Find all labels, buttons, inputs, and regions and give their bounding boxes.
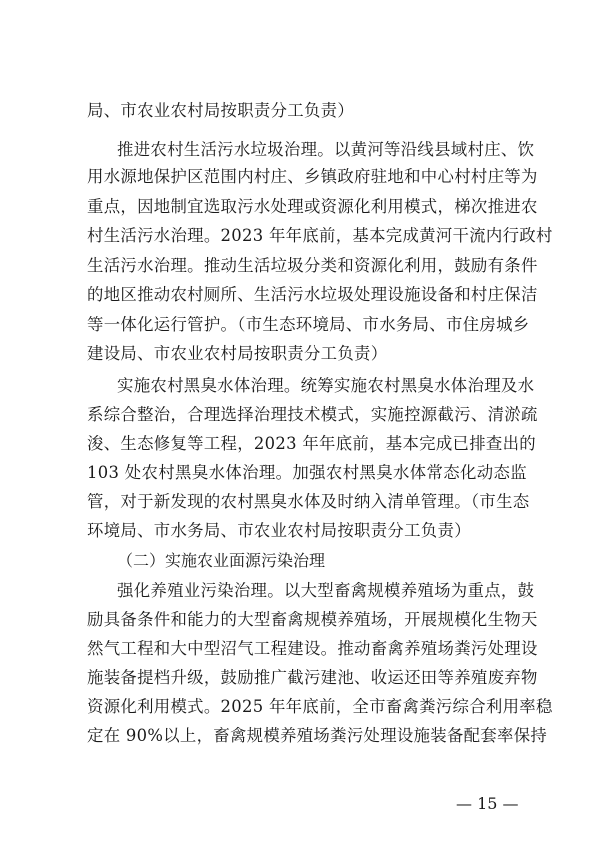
text-line-10: 实施农村黑臭水体治理。统筹实施农村黑臭水体治理及水 [117,376,535,395]
text-line-11: 系综合整治，合理选择治理技术模式，实施控源截污、清淤疏 [87,405,538,424]
section-heading: （二）实施农业面源污染治理 [117,551,326,570]
text-line-14: 管，对于新发现的农村黑臭水体及时纳入清单管理。（市生态 [87,492,530,511]
text-line-1: 局、市农业农村局按职责分工负责） [87,101,355,120]
text-line-15: 环境局、市水务局、市农业农村局按职责分工负责） [87,521,471,540]
text-line-6: 生活污水治理。推动生活垃圾分类和资源化利用，鼓励有条件 [87,256,538,275]
text-line-4: 重点，因地制宜选取污水处理或资源化利用模式，梯次推进农 [87,197,538,216]
text-line-2: 推进农村生活污水垃圾治理。以黄河等沿线县域村庄、饮 [117,140,535,159]
text-line-20: 资源化利用模式。2025 年年底前，全市畜禽粪污综合利用率稳 [87,697,553,716]
page-number: — 15 — [456,794,519,813]
text-line-19: 施装备提档升级，鼓励推广截污建池、收运还田等养殖废弃物 [87,668,538,687]
text-line-17: 励具备条件和能力的大型畜禽规模养殖场，开展规模化生物天 [87,610,538,629]
text-line-16: 强化养殖业污染治理。以大型畜禽规模养殖场为重点，鼓 [117,581,535,600]
text-line-9: 建设局、市农业农村局按职责分工负责） [87,344,388,363]
text-line-12: 浚、生态修复等工程，2023 年年底前，基本完成已排查出的 [87,434,536,453]
text-line-8: 等一体化运行管护。（市生态环境局、市水务局、市住房城乡 [87,315,530,334]
text-line-18: 然气工程和大中型沼气工程建设。推动畜禽养殖场粪污处理设 [87,639,538,658]
text-line-5: 村生活污水治理。2023 年年底前，基本完成黄河干流内行政村 [87,226,553,245]
text-line-7: 的地区推动农村厕所、生活污水垃圾处理设施设备和村庄保洁 [87,285,538,304]
text-line-3: 用水源地保护区范围内村庄、乡镇政府驻地和中心村村庄等为 [87,167,538,186]
text-line-13: 103 处农村黑臭水体治理。加强农村黑臭水体常态化动态监 [87,463,527,482]
text-line-21: 定在 90%以上，畜禽规模养殖场粪污处理设施装备配套率保持 [87,726,548,745]
